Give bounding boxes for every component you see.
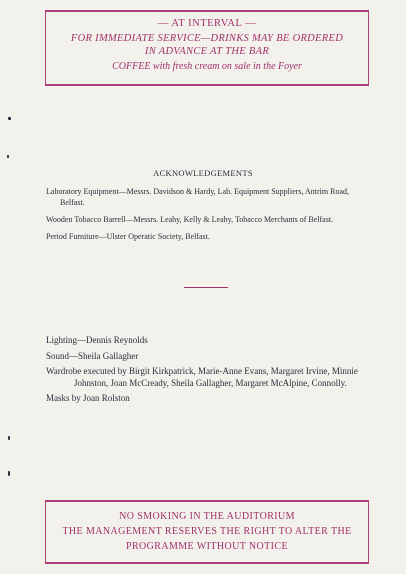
acknowledgement-item: Wooden Tobacco Barrell—Messrs. Leahy, Kelly & Leahy, Tobacco Merchants of Belfast. (46, 215, 334, 224)
interval-notice-box (45, 10, 369, 86)
margin-mark (8, 471, 10, 476)
acknowledgement-item: Laboratory Equipment—Messrs. Davidson & Hardy, Lab. Equipment Suppliers, Antrim Road, Belfast. (46, 187, 349, 207)
acknowledgements-list (46, 186, 372, 248)
margin-mark (7, 155, 9, 158)
sound-credit: Sound—Sheila Gallagher (46, 350, 139, 361)
programme-notice-line: PROGRAMME WITHOUT NOTICE (125, 541, 288, 552)
no-smoking-notice-box (45, 500, 369, 564)
margin-mark (8, 117, 11, 120)
no-smoking-line: NO SMOKING IN THE AUDITORIUM (119, 511, 295, 522)
section-divider (184, 287, 228, 288)
interval-line-coffee: COFFEE with fresh cream on sale in the Foyer (112, 61, 302, 72)
lighting-credit: Lighting—Dennis Reynolds (46, 335, 148, 345)
interval-line-bar: IN ADVANCE AT THE BAR (144, 46, 270, 57)
masks-credit: Masks by Joan Rolston (46, 393, 130, 403)
management-rights-line: THE MANAGEMENT RESERVES THE RIGHT TO ALTER THE (62, 526, 352, 537)
production-credits (46, 335, 372, 409)
interval-line-drinks: FOR IMMEDIATE SERVICE—DRINKS MAY BE ORDERED (70, 33, 344, 44)
wardrobe-credit: Wardrobe executed by Birgit Kirkpatrick, Marie-Anne Evans, Margaret Irvine, Minnie Johnston, Joan McCready, Sheila Gallagher, Margaret McAlpine, Connolly. (46, 366, 358, 388)
acknowledgement-item: Period Furniture—Ulster Operatic Society, Belfast. (46, 232, 210, 241)
interval-heading: — AT INTERVAL — (157, 18, 257, 29)
margin-mark (8, 436, 10, 440)
acknowledgements-title: ACKNOWLEDGEMENTS (153, 168, 253, 178)
